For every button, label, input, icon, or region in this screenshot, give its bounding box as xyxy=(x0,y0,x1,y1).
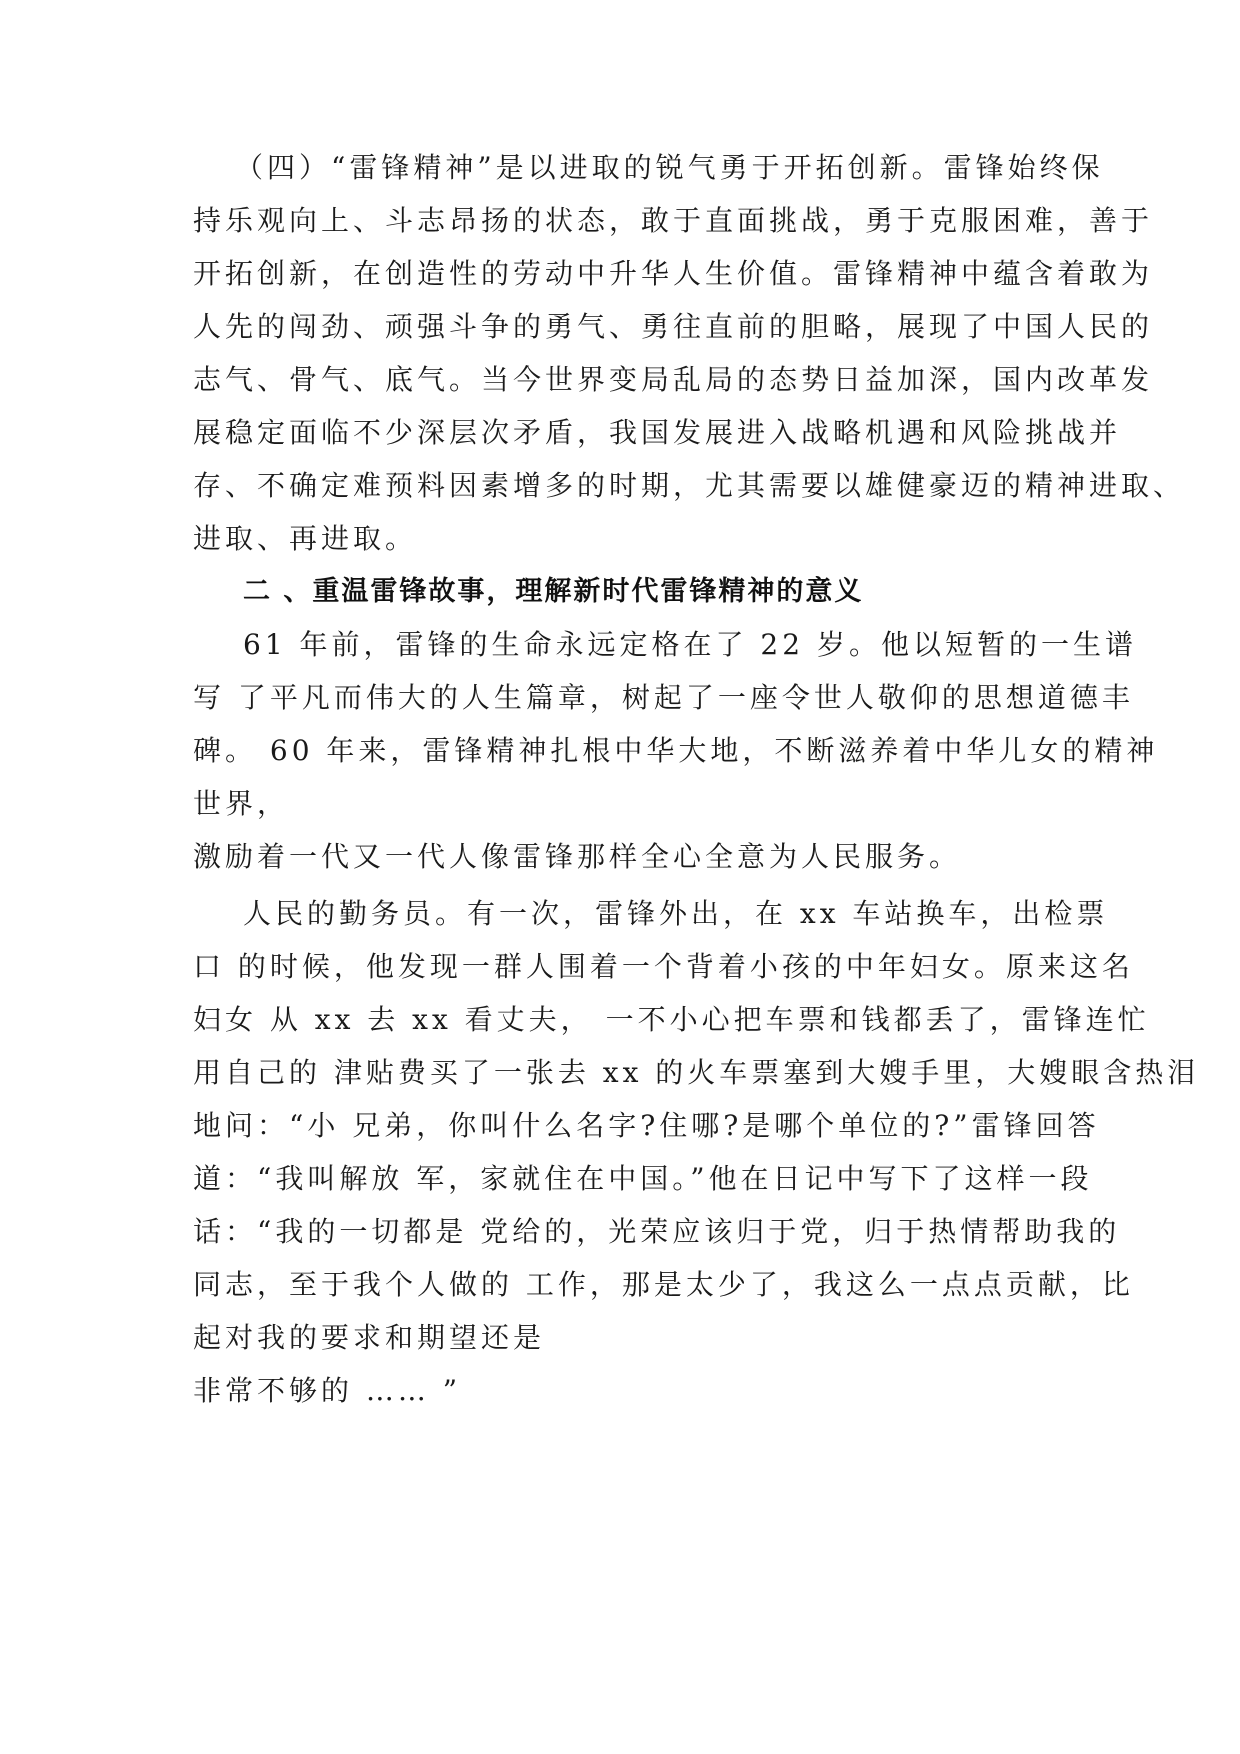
paragraph-story-line-5: 地问：“小 兄弟，你叫什么名字?住哪?是哪个单位的?”雷锋回答 xyxy=(193,1109,1100,1142)
paragraph-intro-line-1: 61 年前，雷锋的生命永远定格在了 22 岁。他以短暂的一生谱 xyxy=(243,628,1137,661)
paragraph-story-line-8: 同志，至于我个人做的 工作，那是太少了，我这么一点点贡献，比 xyxy=(193,1268,1134,1301)
section-heading: 二 、重温雷锋故事，理解新时代雷锋精神的意义 xyxy=(243,576,864,607)
paragraph-4-line-2: 持乐观向上、斗志昂扬的状态，敢于直面挑战，勇于克服困难，善于 xyxy=(193,204,1154,237)
paragraph-intro-line-2: 写 了平凡而伟大的人生篇章，树起了一座令世人敬仰的思想道德丰 xyxy=(193,681,1134,714)
paragraph-intro-line-3: 碑。 60 年来，雷锋精神扎根中华大地，不断滋养着中华儿女的精神 xyxy=(193,734,1159,767)
paragraph-4-line-5: 志气、骨气、底气。当今世界变局乱局的态势日益加深，国内改革发 xyxy=(193,363,1154,396)
paragraph-intro-line-5: 激励着一代又一代人像雷锋那样全心全意为人民服务。 xyxy=(193,840,962,873)
paragraph-4-line-8: 进取、再进取。 xyxy=(193,522,418,555)
paragraph-4-line-7: 存、不确定难预料因素增多的时期，尤其需要以雄健豪迈的精神进取、 xyxy=(193,469,1186,502)
paragraph-4-line-3: 开拓创新，在创造性的劳动中升华人生价值。雷锋精神中蕴含着敢为 xyxy=(193,257,1154,290)
paragraph-4-line-1: （四）“雷锋精神”是以进取的锐气勇于开拓创新。雷锋始终保 xyxy=(235,151,1104,184)
paragraph-story-line-9: 起对我的要求和期望还是 xyxy=(193,1321,546,1354)
paragraph-story-line-1: 人民的勤务员。有一次，雷锋外出，在 xx 车站换车，出检票 xyxy=(243,897,1109,930)
paragraph-story-line-10: 非常不够的 …… ” xyxy=(193,1374,462,1407)
paragraph-4-line-4: 人先的闯劲、顽强斗争的勇气、勇往直前的胆略，展现了中国人民的 xyxy=(193,310,1154,343)
paragraph-story-line-2: 口 的时候，他发现一群人围着一个背着小孩的中年妇女。原来这名 xyxy=(193,950,1134,983)
paragraph-4-line-6: 展稳定面临不少深层次矛盾，我国发展进入战略机遇和风险挑战并 xyxy=(193,416,1122,449)
paragraph-story-line-6: 道：“我叫解放 军，家就住在中国。”他在日记中写下了这样一段 xyxy=(193,1162,1093,1195)
paragraph-intro-line-4: 世界， xyxy=(193,787,290,820)
paragraph-story-line-7: 话：“我的一切都是 党给的，光荣应该归于党，归于热情帮助我的 xyxy=(193,1215,1121,1248)
paragraph-story-line-3: 妇女 从 xx 去 xx 看丈夫， 一不小心把车票和钱都丢了，雷锋连忙 xyxy=(193,1003,1150,1036)
paragraph-story-line-4: 用自己的 津贴费买了一张去 xx 的火车票塞到大嫂手里，大嫂眼含热泪 xyxy=(193,1056,1200,1089)
